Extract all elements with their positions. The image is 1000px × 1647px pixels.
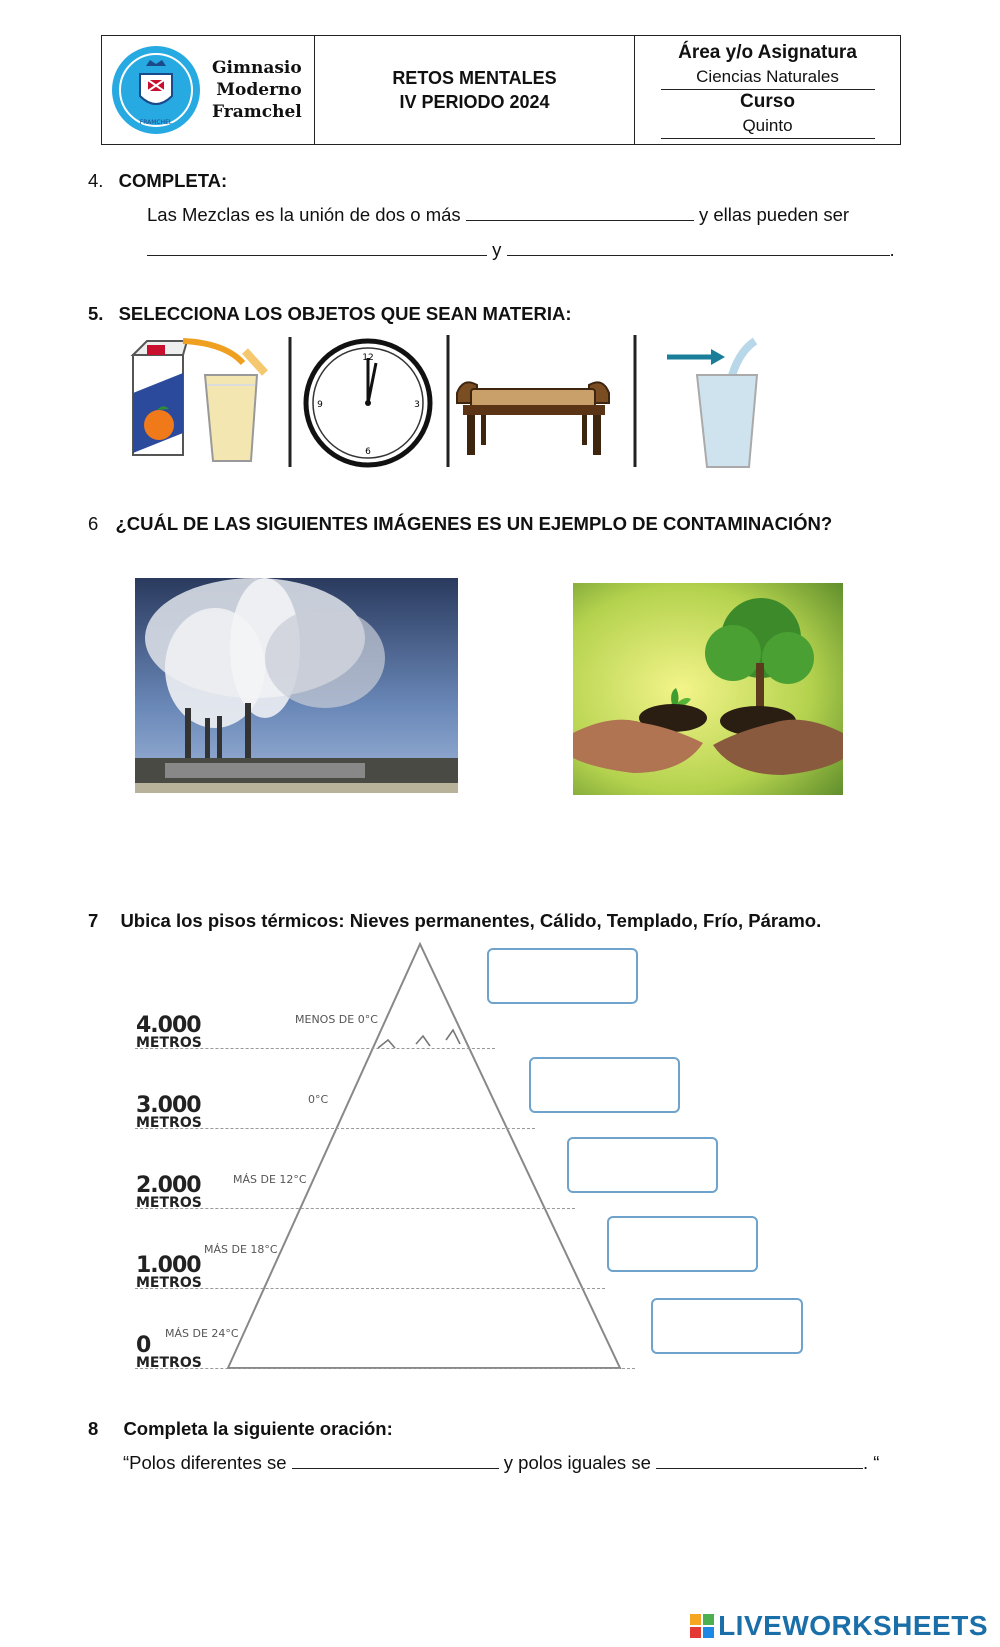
title-line: RETOS MENTALES [392,68,557,88]
worksheet-title [315,36,635,144]
q8-text: y polos iguales se [503,1452,651,1473]
q6-title: ¿CUÁL DE LAS SIGUIENTES IMÁGENES ES UN EJEMPLO DE CONTAMINACIÓN? [115,513,833,534]
q8-text: . “ [863,1452,880,1473]
q5-title: SELECCIONA LOS OBJETOS QUE SEAN MATERIA: [118,303,572,324]
school-name-line: Gimnasio [212,58,302,78]
brand-text: LIVEWORKSHEETS [718,1610,988,1641]
q4-blank-3[interactable] [507,239,890,256]
thermal-floors-pyramid [120,940,640,1372]
school-crest-icon [110,44,202,136]
temperature-label: MÁS DE 12°C [233,1173,307,1186]
area-value: Ciencias Naturales [661,65,875,90]
svg-text:9: 9 [317,400,323,410]
juice-glass-icon[interactable] [183,341,265,461]
altitude-unit: METROS [136,1035,202,1051]
q7-heading [88,910,821,932]
thermal-floor-answer-box[interactable] [607,1216,758,1272]
altitude-unit: METROS [136,1275,202,1291]
q4-text: y ellas pueden ser [698,204,850,225]
q5-objects-strip [125,333,775,468]
q4-line1 [147,204,907,226]
q4-blank-2[interactable] [147,239,487,256]
q4-text: Las Mezclas es la unión de dos o más [147,204,461,225]
altitude-unit: METROS [136,1115,202,1131]
q8-blank-1[interactable] [292,1452,499,1469]
school-name-line: Framchel [212,102,302,122]
subject-info [635,36,900,144]
q4-blank-1[interactable] [466,204,694,221]
thermal-floor-answer-box[interactable] [529,1057,680,1113]
title-line: IV PERIODO 2024 [399,92,550,112]
thermal-floor-answer-box[interactable] [567,1137,718,1193]
temperature-label: MENOS DE 0°C [295,1013,378,1026]
q5-heading [88,303,572,325]
q8-title: Completa la siguiente oración: [123,1418,393,1439]
temperature-label: 0°C [308,1093,329,1106]
course-label: Curso [740,91,795,112]
q4-text: y [492,239,502,260]
q8-sentence [123,1452,923,1474]
altitude-unit: METROS [136,1355,202,1371]
level-line [135,1368,635,1369]
q8-number: 8 [88,1418,99,1439]
q6-heading [88,513,832,535]
temperature-label: MÁS DE 18°C [204,1243,278,1256]
altitude-label [136,1335,202,1370]
q4-number: 4. [88,170,104,191]
q4-title: COMPLETA: [118,170,228,191]
altitude-value: 3.000 [136,1093,201,1118]
altitude-value: 1.000 [136,1253,201,1278]
water-glass-icon[interactable] [667,341,757,467]
altitude-label [136,1255,202,1290]
q4-heading [88,170,227,192]
area-label: Área y/o Asignatura [678,42,857,63]
liveworksheets-logo-icon [690,1614,714,1638]
course-value: Quinto [661,114,875,139]
q8-blank-2[interactable] [656,1452,863,1469]
juice-carton-icon[interactable] [133,341,187,455]
svg-text:6: 6 [365,447,371,457]
q7-number: 7 [88,910,99,931]
bench-icon[interactable] [457,382,609,455]
altitude-label [136,1015,202,1050]
hands-tree-image[interactable] [573,583,843,795]
altitude-label [136,1095,202,1130]
q6-number: 6 [88,513,99,534]
altitude-value: 2.000 [136,1173,201,1198]
altitude-unit: METROS [136,1195,202,1211]
svg-text:FRAMCHEL: FRAMCHEL [139,119,173,126]
q7-title: Ubica los pisos térmicos: Nieves permanentes, Cálido, Templado, Frío, Páramo. [120,910,822,931]
level-line [135,1288,605,1289]
svg-text:12: 12 [362,353,374,363]
q4-text: . [889,239,895,260]
liveworksheets-brand[interactable] [690,1610,988,1642]
q8-heading [88,1418,393,1440]
clock-icon[interactable] [306,341,430,465]
thermal-floor-answer-box[interactable] [651,1298,803,1354]
thermal-floor-answer-box[interactable] [487,948,638,1004]
altitude-label [136,1175,202,1210]
school-name [212,57,302,123]
q4-line2 [147,239,907,261]
svg-text:3: 3 [414,400,420,410]
factory-pollution-image[interactable] [135,578,458,793]
altitude-value: 4.000 [136,1013,201,1038]
q5-number: 5. [88,303,104,324]
altitude-value: 0 [136,1333,151,1358]
school-logo-cell [102,36,315,144]
school-name-line: Moderno [216,80,302,100]
temperature-label: MÁS DE 24°C [165,1327,239,1340]
q8-text: “Polos diferentes se [123,1452,287,1473]
worksheet-header [101,35,901,145]
